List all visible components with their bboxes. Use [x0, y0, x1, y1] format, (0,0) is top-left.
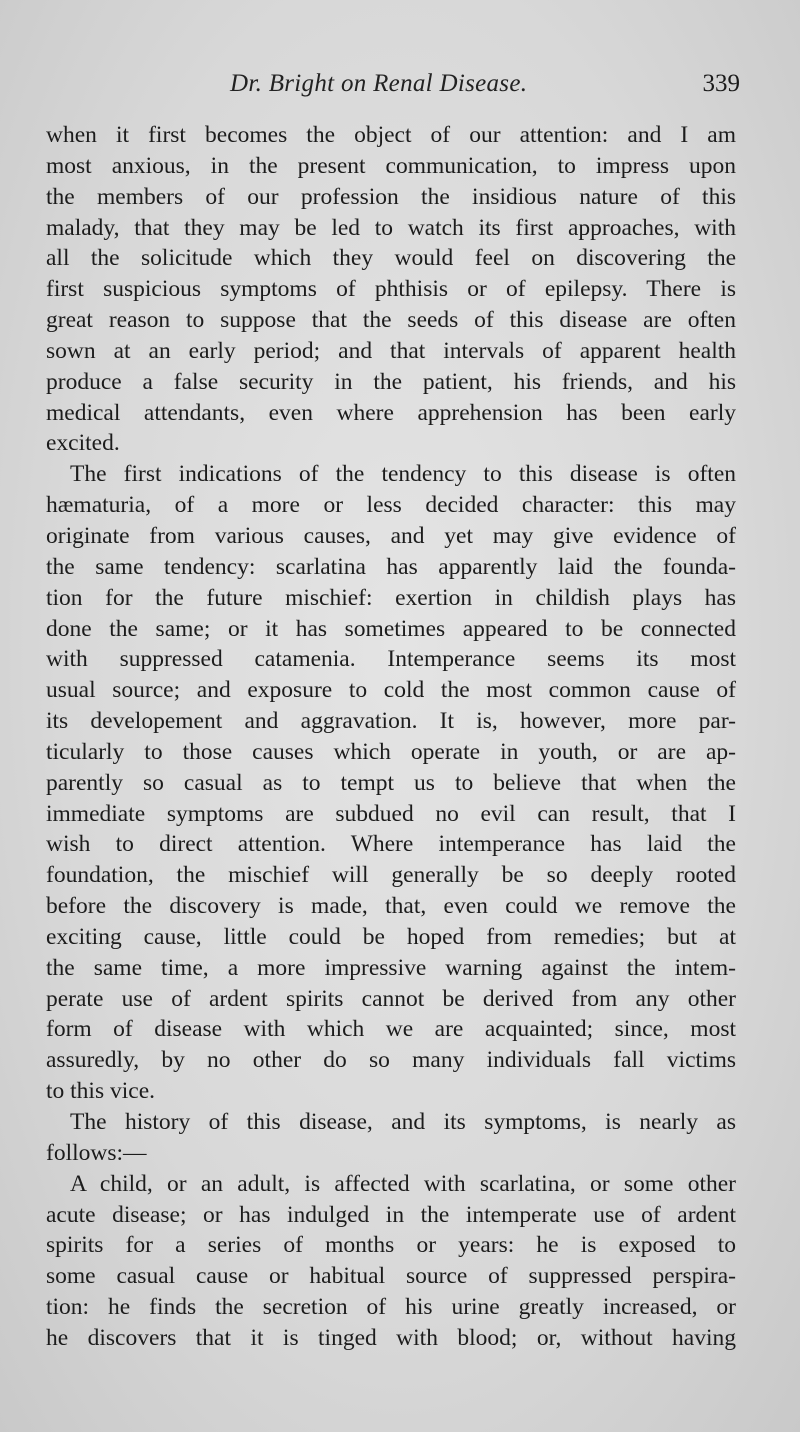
text-line: sown at an early period; and that intervals of apparent health	[46, 337, 736, 364]
text-line: exciting cause, little could be hoped from remedies; but at	[46, 923, 736, 950]
text-line: he discovers that it is tinged with blood; or, without having	[46, 1324, 736, 1351]
text-line: some casual cause or habitual source of suppressed perspira-	[46, 1263, 736, 1290]
text-line: parently so casual as to tempt us to believe that when the	[46, 769, 736, 796]
text-line: medical attendants, even where apprehension has been early	[46, 399, 736, 426]
page-header	[40, 70, 740, 106]
text-line: follows:—	[46, 1139, 147, 1166]
text-line: most anxious, in the present communication, to impress upon	[46, 152, 736, 179]
text-line: originate from various causes, and yet may give evidence of	[46, 522, 736, 549]
text-line: The history of this disease, and its symptoms, is nearly as	[70, 1109, 736, 1135]
text-line: wish to direct attention. Where intemperance has laid the	[46, 831, 736, 858]
text-line: A child, or an adult, is affected with scarlatina, or some other	[70, 1170, 736, 1197]
text-line: done the same; or it has sometimes appeared to be connected	[46, 615, 736, 642]
text-line: when it first becomes the object of our attention: and I am	[46, 122, 736, 148]
text-line: tion for the future mischief: exertion in childish plays has	[46, 584, 736, 611]
text-line: the same time, a more impressive warning against the intem-	[46, 954, 736, 981]
text-line: spirits for a series of months or years: he is exposed to	[46, 1232, 736, 1259]
text-line: great reason to suppose that the seeds of this disease are often	[46, 307, 736, 334]
body-text	[46, 120, 736, 1354]
text-line: produce a false security in the patient, his friends, and his	[46, 368, 736, 395]
text-line: its developement and aggravation. It is, however, more par-	[46, 708, 736, 735]
paragraph	[46, 459, 736, 1107]
text-line: ticularly to those causes which operate in youth, or are ap-	[46, 738, 736, 765]
text-line: The first indications of the tendency to this disease is often	[70, 461, 736, 488]
text-line: immediate symptoms are subdued no evil can result, that I	[46, 800, 736, 827]
text-line: form of disease with which we are acquainted; since, most	[46, 1016, 736, 1043]
paragraph	[46, 120, 736, 459]
text-line: foundation, the mischief will generally be so deeply rooted	[46, 862, 736, 889]
text-line: assuredly, by no other do so many individuals fall victims	[46, 1047, 736, 1074]
text-line: to this vice.	[46, 1078, 155, 1105]
text-line: with suppressed catamenia. Intemperance seems its most	[46, 646, 736, 673]
text-line: tion: he finds the secretion of his urine greatly increased, or	[46, 1294, 736, 1321]
text-line: the same tendency: scarlatina has apparently laid the founda-	[46, 553, 736, 580]
text-line: excited.	[46, 430, 120, 457]
text-line: hæmaturia, of a more or less decided character: this may	[46, 492, 736, 519]
running-title: Dr. Bright on Renal Disease.	[230, 70, 528, 97]
text-line: acute disease; or has indulged in the intemperate use of ardent	[46, 1201, 736, 1228]
paragraph	[46, 1169, 736, 1354]
text-line: the members of our profession the insidious nature of this	[46, 183, 736, 210]
text-line: first suspicious symptoms of phthisis or of epilepsy. There is	[46, 276, 736, 303]
text-line: usual source; and exposure to cold the most common cause of	[46, 677, 736, 704]
text-line: malady, that they may be led to watch its first approaches, with	[46, 214, 736, 241]
page-number: 339	[702, 70, 740, 97]
text-line: perate use of ardent spirits cannot be derived from any other	[46, 985, 736, 1012]
paragraph	[46, 1107, 736, 1169]
text-line: all the solicitude which they would feel on discovering the	[46, 245, 736, 272]
text-line: before the discovery is made, that, even could we remove the	[46, 893, 736, 920]
